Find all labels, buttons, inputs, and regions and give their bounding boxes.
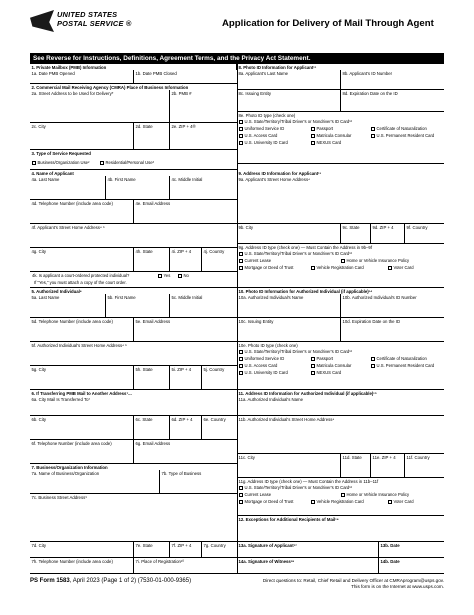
field-7i[interactable]: 7i. Place of Registration¹⁰ <box>135 559 185 564</box>
checkbox-icon <box>388 500 392 504</box>
field-9d[interactable]: 9d. ZIP + 4 <box>371 224 405 244</box>
checkbox-icon <box>158 274 162 278</box>
option-8-permanent-resident[interactable]: U.S. Permanent Resident Card <box>371 133 434 138</box>
option-9-lease[interactable]: Current Lease <box>239 258 271 263</box>
contact-line-2: This form is on the Internet at www.usps.com. <box>351 584 444 590</box>
section-6-header: 6. If Transferring PMB Mail to Another Address⁷... <box>31 391 132 396</box>
field-5e[interactable]: 5e. Email Address <box>134 318 237 342</box>
checkbox-icon <box>311 500 315 504</box>
checkbox-icon <box>388 266 392 270</box>
option-9-insurance[interactable]: Home or Vehicle Insurance Policy <box>341 258 409 263</box>
field-13b[interactable] <box>379 542 444 558</box>
option-8-nexus[interactable]: NEXUS Card <box>311 140 341 145</box>
option-8-naturalization[interactable]: Certificate of Naturalization <box>371 126 427 131</box>
field-6e[interactable]: 6e. Country <box>202 416 237 440</box>
checkbox-icon <box>239 266 243 270</box>
checkbox-icon <box>239 120 243 124</box>
checkbox-icon <box>311 266 315 270</box>
checkbox-icon <box>100 161 104 165</box>
field-9g: 9g. Address ID type (check one) — Must Contain the Address in 9b–9f <box>237 244 444 288</box>
section-2-header: 2. Commercial Mail Receiving Agency (CMRA) Place of Business Information <box>31 85 189 90</box>
option-10-naturalization[interactable]: Certificate of Naturalization <box>371 356 427 361</box>
note-4k: If "Yes," you must attach a copy of the court order. <box>34 280 127 285</box>
section-5-header: 5. Authorized Individual⁶ <box>31 289 82 294</box>
field-5j[interactable]: 5j. Country <box>202 366 237 390</box>
field-12[interactable] <box>237 516 444 542</box>
field-8d[interactable]: 8d. Expiration Date on the ID <box>341 90 444 112</box>
option-10-state-id[interactable]: U.S. State/Territory/Tribal Driver's or Nondriver's ID Card¹² <box>239 349 352 354</box>
usps-logo <box>30 8 132 36</box>
field-4b[interactable]: 4b. First Name <box>106 176 170 200</box>
checkbox-icon <box>239 364 243 368</box>
field-9b[interactable]: 9b. City <box>237 224 341 244</box>
option-9-mortgage[interactable]: Mortgage or Deed of Trust <box>239 265 293 270</box>
form-number: PS Form 1583, April 2023 (Page 1 of 2) (7530-01-000-9365) <box>30 578 192 584</box>
field-6c[interactable]: 6c. State <box>134 416 170 440</box>
option-10-access-card[interactable]: U.S. Access Card <box>239 363 277 368</box>
label-13a: 13a. Signature of Applicant¹⁷ <box>238 543 297 548</box>
field-11f[interactable]: 11f. Country <box>405 454 444 478</box>
field-10c[interactable]: 10c. Issuing Entity <box>237 318 341 342</box>
field-4c[interactable]: 4c. Middle Initial <box>170 176 237 200</box>
checkbox-icon <box>239 141 243 145</box>
option-11-voter[interactable]: Voter Card <box>388 499 414 504</box>
field-5g[interactable]: 5g. City <box>30 366 134 390</box>
contact-line-1: Direct questions to: Retail, Chief Retail and Delivery Officer at CMRAprogram@usps.gov. <box>262 578 444 583</box>
checkbox-icon <box>341 493 345 497</box>
checkbox-icon <box>371 364 375 368</box>
eagle-icon <box>30 10 54 32</box>
checkbox-icon <box>239 500 243 504</box>
field-2a[interactable]: 2a. Street Address to be Used for Delivery* <box>30 90 170 123</box>
field-4f[interactable]: 4f. Applicant's Street Home Address⁴ ⁵ <box>30 224 237 248</box>
option-8-state-id[interactable]: U.S. State/Territory/Tribal Driver's or Nondriver's ID Card¹² <box>239 119 352 124</box>
field-7d[interactable]: 7d. City <box>30 542 134 558</box>
checkbox-icon <box>239 486 243 490</box>
checkbox-icon <box>239 493 243 497</box>
section-8-header: 8. Photo ID Information for Applicant¹¹ <box>238 65 317 70</box>
field-5i[interactable]: 5i. ZIP + 4 <box>170 366 202 390</box>
checkbox-icon <box>239 134 243 138</box>
section-9-header: 9. Address ID Information for Applicant¹³ <box>238 171 322 176</box>
option-10-matricula[interactable]: Matricula Consular <box>311 363 351 368</box>
field-5c[interactable]: 5c. Middle Initial <box>170 294 237 318</box>
checkbox-icon <box>178 274 182 278</box>
field-2b[interactable]: 2b. PMB # <box>170 90 237 123</box>
checkbox-icon <box>239 252 243 256</box>
option-9-vehicle-reg[interactable]: Vehicle Registration Card <box>311 265 364 270</box>
field-2d[interactable]: 2d. State <box>134 123 170 150</box>
section-11-header: 11. Address ID Information for Authorized Individual (if applicable)¹⁵ <box>238 391 377 396</box>
field-5d[interactable]: 5d. Telephone Number (include area code) <box>30 318 134 342</box>
field-6b[interactable]: 6b. City <box>30 416 134 440</box>
section-4-header: 4. Name of Applicant <box>31 171 74 176</box>
label-13b: 13b. Date <box>380 543 400 548</box>
field-7h[interactable]: 7h. Telephone Number (include area code) <box>30 558 134 574</box>
label-14a: 14a. Signature of Witness¹⁸ <box>238 559 295 564</box>
field-11e[interactable]: 11e. ZIP + 4 <box>371 454 405 478</box>
section-3-header: 3. Type of Service Requested <box>31 151 91 156</box>
instructions-banner: See Reverse for Instructions, Definitions, Agreement Terms, and the Privacy Act Statement. <box>30 53 444 64</box>
option-4k-no[interactable]: No <box>178 273 189 278</box>
option-10-uniformed[interactable]: Uniformed Service ID <box>239 356 284 361</box>
checkbox-icon <box>341 259 345 263</box>
form-title: Application for Delivery of Mail Through Agent <box>222 18 434 29</box>
checkbox-icon <box>239 371 243 375</box>
field-4h[interactable]: 4h. State <box>134 248 170 272</box>
field-14b[interactable] <box>379 558 444 574</box>
field-6f[interactable]: 6f. Telephone Number (include area code) <box>30 440 134 464</box>
label-14b: 14b. Date <box>380 559 400 564</box>
option-10-nexus[interactable]: NEXUS Card <box>311 370 341 375</box>
field-9a[interactable]: 9a. Applicant's Street Home Address⁴ <box>237 176 444 224</box>
field-13a[interactable] <box>237 542 379 558</box>
option-10-permanent-resident[interactable]: U.S. Permanent Resident Card <box>371 363 434 368</box>
contact-info <box>245 578 444 590</box>
field-8b[interactable]: 8b. Applicant's ID Number <box>341 70 444 90</box>
form-header <box>30 6 450 52</box>
field-6d[interactable]: 6d. ZIP + 4 <box>170 416 202 440</box>
field-8e: 8e. Photo ID type (check one) <box>237 112 444 164</box>
checkbox-icon <box>371 357 375 361</box>
option-8-access-card[interactable]: U.S. Access Card <box>239 133 277 138</box>
checkbox-icon <box>311 141 315 145</box>
option-11-insurance[interactable]: Home or Vehicle Insurance Policy <box>341 492 409 497</box>
field-9c[interactable]: 9c. State <box>341 224 371 244</box>
option-11-state-id[interactable]: U.S. State/Territory/Tribal Driver's or Nondriver's ID Card¹² <box>239 485 352 490</box>
option-8-passport[interactable]: Passport <box>311 126 333 131</box>
checkbox-icon <box>239 127 243 131</box>
field-5b[interactable]: 5b. First Name <box>106 294 170 318</box>
field-4a[interactable]: 4a. Last Name <box>30 176 106 200</box>
field-7g[interactable]: 7g. Country <box>202 542 237 558</box>
section-12-header: 12. Exceptions for Additional Recipients of Mail¹⁶ <box>238 517 339 522</box>
checkbox-icon <box>239 350 243 354</box>
field-5h[interactable]: 5h. State <box>134 366 170 390</box>
field-2e[interactable]: 2e. ZIP + 4® <box>170 123 237 150</box>
field-11d[interactable]: 11d. State <box>341 454 371 478</box>
field-4j[interactable]: 4j. Country <box>202 248 237 272</box>
section-7-header: 7. Business/Organization Information <box>31 465 108 470</box>
field-4g[interactable]: 4g. City <box>30 248 134 272</box>
checkbox-icon <box>311 357 315 361</box>
field-7a[interactable]: 7a. Name of Business/Organization <box>30 470 160 494</box>
checkbox-icon <box>311 364 315 368</box>
field-9f[interactable]: 9f. Country <box>405 224 444 244</box>
field-10a[interactable]: 10a. Authorized Individual's Name <box>237 294 341 318</box>
option-11-lease[interactable]: Current Lease <box>239 492 271 497</box>
field-6g[interactable]: 6g. Email Address <box>134 440 237 464</box>
field-5f[interactable]: 5f. Authorized Individual's Street Home Address⁴ ⁵ <box>30 342 237 366</box>
field-5a[interactable]: 5a. Last Name <box>30 294 106 318</box>
field-11a[interactable]: 11a. Authorized Individual's Name <box>237 396 444 416</box>
field-10b[interactable]: 10b. Authorized Individual's ID Number <box>341 294 444 318</box>
option-11-mortgage[interactable]: Mortgage or Deed of Trust <box>239 499 293 504</box>
checkbox-icon <box>371 134 375 138</box>
field-14a[interactable] <box>237 558 379 574</box>
checkbox-icon <box>311 127 315 131</box>
option-residential-use[interactable]: Residential/Personal Use³ <box>100 160 154 165</box>
field-1a[interactable]: 1a. Date PMB Opened <box>30 70 134 84</box>
checkbox-icon <box>311 371 315 375</box>
field-10d[interactable]: 10d. Expiration Date on the ID <box>341 318 444 342</box>
checkbox-icon <box>311 134 315 138</box>
option-8-uniformed[interactable]: Uniformed Service ID <box>239 126 284 131</box>
option-8-matricula[interactable]: Matricula Consular <box>311 133 351 138</box>
checkbox-icon <box>239 259 243 263</box>
field-1b[interactable]: 1b. Date PMB Closed <box>134 70 237 84</box>
option-9-state-id[interactable]: U.S. State/Territory/Tribal Driver's or Nondriver's ID Card¹² <box>239 251 352 256</box>
field-11g: 11g. Address ID type (check one) — Must Contain the Address in 11b–11f <box>237 478 444 516</box>
logo-line-2: POSTAL SERVICE ® <box>57 19 132 28</box>
field-11c[interactable]: 11c. City <box>237 454 341 478</box>
option-8-university[interactable]: U.S. University ID Card <box>239 140 288 145</box>
section-10-header: 10. Photo ID Information for Authorized Individual (if applicable)¹⁴ <box>238 289 373 294</box>
logo-line-1: UNITED STATES <box>57 10 118 19</box>
option-11-vehicle-reg[interactable]: Vehicle Registration Card <box>311 499 364 504</box>
field-7b[interactable]: 7b. Type of Business <box>160 470 237 494</box>
field-7e[interactable]: 7e. State <box>134 542 170 558</box>
form-body <box>30 64 444 574</box>
field-4d[interactable]: 4d. Telephone Number (include area code) <box>30 200 134 224</box>
field-6a[interactable]: 6a. City Mail Is Transferred To⁷ <box>30 396 237 416</box>
field-2c[interactable]: 2c. City <box>30 123 134 150</box>
field-11b[interactable]: 11b. Authorized Individual's Street Home Address⁴ <box>237 416 444 454</box>
field-4i[interactable]: 4i. ZIP + 4 <box>170 248 202 272</box>
field-8a[interactable]: 8a. Applicant's Last Name <box>237 70 341 90</box>
checkbox-icon <box>239 357 243 361</box>
section-1-header: 1. Private Mailbox (PMB) Information <box>30 64 237 70</box>
question-4k: 4k. Is applicant a court-ordered protected individual? <box>32 273 130 278</box>
field-8c[interactable]: 8c. Issuing Entity <box>237 90 341 112</box>
field-7f[interactable]: 7f. ZIP + 4 <box>170 542 202 558</box>
option-10-university[interactable]: U.S. University ID Card <box>239 370 288 375</box>
field-10e: 10e. Photo ID type (check one) <box>237 342 444 390</box>
checkbox-icon <box>32 161 36 165</box>
option-4k-yes[interactable]: Yes <box>158 273 170 278</box>
field-4e[interactable]: 4e. Email Address <box>134 200 237 224</box>
option-business-use[interactable]: Business/Organization Use² <box>32 160 89 165</box>
field-7c[interactable]: 7c. Business Street Address⁹ <box>30 494 237 542</box>
option-9-voter[interactable]: Voter Card <box>388 265 414 270</box>
checkbox-icon <box>371 127 375 131</box>
option-10-passport[interactable]: Passport <box>311 356 333 361</box>
